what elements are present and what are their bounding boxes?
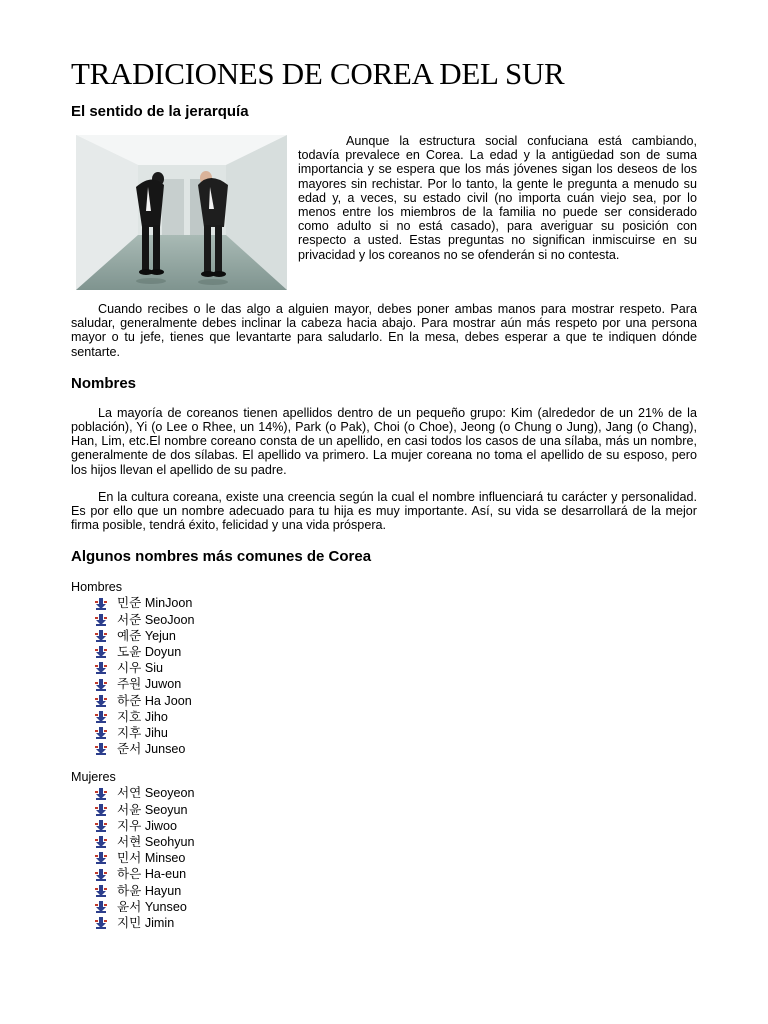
list-item	[95, 741, 697, 757]
name-text: 준서 Junseo	[117, 742, 186, 757]
name-text: 주원 Juwon	[117, 677, 182, 692]
bowing-men-photo	[76, 135, 287, 290]
list-item	[95, 866, 697, 882]
arrow-bullet-icon	[95, 679, 109, 691]
arrow-bullet-icon	[95, 630, 109, 642]
men-group-label: Hombres	[71, 580, 123, 595]
list-item	[95, 612, 697, 628]
list-item	[95, 899, 697, 915]
section-heading-jerarquia: El sentido de la jerarquía	[71, 103, 249, 120]
document-page	[71, 56, 697, 931]
name-text: 윤서 Yunseo	[117, 899, 187, 914]
arrow-bullet-icon	[95, 852, 109, 864]
list-item	[95, 883, 697, 899]
arrow-bullet-icon	[95, 788, 109, 800]
section-heading-comunes: Algunos nombres más comunes de Corea	[71, 548, 372, 566]
arrow-bullet-icon	[95, 885, 109, 897]
list-item	[95, 850, 697, 866]
name-text: 서윤 Seoyun	[117, 802, 188, 817]
arrow-bullet-icon	[95, 646, 109, 658]
name-text: 하준 Ha Joon	[117, 693, 192, 708]
arrow-bullet-icon	[95, 917, 109, 929]
name-text: 서현 Seohyun	[117, 835, 195, 850]
name-text: 하윤 Hayun	[117, 883, 182, 898]
arrow-bullet-icon	[95, 695, 109, 707]
list-item	[95, 644, 697, 660]
arrow-bullet-icon	[95, 804, 109, 816]
name-text: 지호 Jiho	[117, 709, 168, 724]
women-names-list	[71, 785, 697, 931]
arrow-bullet-icon	[95, 836, 109, 848]
women-group-label: Mujeres	[71, 770, 116, 785]
men-names-list	[71, 595, 697, 757]
document-title: TRADICIONES DE COREA DEL SUR	[71, 56, 565, 91]
name-text: 서연 Seoyeon	[117, 786, 195, 801]
name-text: 지우 Jiwoo	[117, 818, 178, 833]
arrow-bullet-icon	[95, 869, 109, 881]
list-item	[95, 693, 697, 709]
arrow-bullet-icon	[95, 727, 109, 739]
list-item	[95, 785, 697, 801]
list-item	[95, 595, 697, 611]
intro-block	[71, 135, 697, 302]
arrow-bullet-icon	[95, 901, 109, 913]
name-text: 시우 Siu	[117, 661, 164, 676]
list-item	[95, 709, 697, 725]
list-item	[95, 676, 697, 692]
name-text: 민서 Minseo	[117, 851, 186, 866]
intro-paragraph: Aunque la estructura social confuciana está cambiando, todavía prevalece en Corea. La edad y la antigüedad son de suma importancia y se espera que los más jóvenes sigan los deseos de los mayores sin rechistar. Por lo tanto, la gente le pregunta a menudo su edad y, a veces, su estado civil (no importa cuán viejo sea, por lo menos entre los miembros de la familia no puede ser considerado como adulto si no está casado), para averiguar su posición con respecto a usted. Estas preguntas no significan inmiscuirse en su privacidad y los coreanos no se ofenderán si no contesta.	[298, 135, 697, 262]
name-text: 서준 SeoJoon	[117, 612, 195, 627]
list-item	[95, 628, 697, 644]
nombres-paragraph-2: En la cultura coreana, existe una creencia según la cual el nombre influenciará tu carácter y personalidad. Es por ello que un nombre adecuado para tu hija es muy importante. Así, su vida se desarrollará de la mejor firma posible, tendrá éxito, felicidad y una vida próspera.	[71, 489, 697, 533]
list-item	[95, 818, 697, 834]
list-item	[95, 915, 697, 931]
arrow-bullet-icon	[95, 662, 109, 674]
name-text: 민준 MinJoon	[117, 596, 193, 611]
list-item	[95, 802, 697, 818]
arrow-bullet-icon	[95, 598, 109, 610]
name-text: 도윤 Doyun	[117, 645, 182, 660]
name-text: 지민 Jimin	[117, 916, 175, 931]
list-item	[95, 725, 697, 741]
section-heading-nombres: Nombres	[71, 374, 137, 392]
name-text: 하은 Ha-eun	[117, 867, 187, 882]
list-item	[95, 834, 697, 850]
name-text: 지후 Jihu	[117, 726, 168, 741]
jerarquia-paragraph-2: Cuando recibes o le das algo a alguien mayor, debes poner ambas manos para mostrar respeto. Para saludar, generalmente debes inclinar la cabeza hacia abajo. Para mostrar aún más respeto por una persona mayor o tu jefe, tienes que levantarte para saludarlo. En la mesa, debes esperar a que te indiquen dónde sentarte.	[71, 302, 697, 359]
arrow-bullet-icon	[95, 711, 109, 723]
nombres-paragraph-1: La mayoría de coreanos tienen apellidos dentro de un pequeño grupo: Kim (alrededor de un 21% de la población), Yi (o Lee o Rhee, un 14%), Park (o Pak), Choi (o Choe), Jeong (o Chung o Jung), Jang (o Chang), Han, Lim, etc.El nombre coreano consta de un apellido, en casi todos los casos de una sílaba, más un nombre, generalmente de dos sílabas. El apellido va primero. La mujer coreana no toma el apellido de su esposo, pero los hijos llevan el apellido de su padre.	[71, 405, 697, 477]
arrow-bullet-icon	[95, 614, 109, 626]
arrow-bullet-icon	[95, 820, 109, 832]
list-item	[95, 660, 697, 676]
name-text: 예준 Yejun	[117, 628, 176, 643]
arrow-bullet-icon	[95, 743, 109, 755]
